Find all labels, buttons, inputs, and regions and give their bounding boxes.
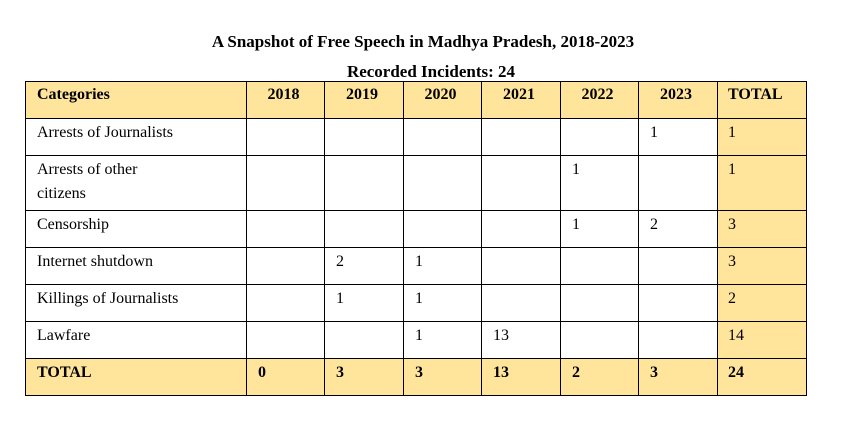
cell-2020 — [404, 119, 482, 156]
cell-2018 — [247, 119, 325, 156]
cell-2018 — [247, 322, 325, 359]
cell-2019 — [325, 119, 404, 156]
cell-2023 — [639, 248, 718, 285]
column-header-categories: Categories — [26, 82, 247, 119]
column-header-2022: 2022 — [561, 82, 639, 119]
total-2018: 0 — [247, 359, 325, 396]
row-category: Lawfare — [26, 322, 247, 359]
cell-2022 — [561, 285, 639, 322]
cell-2020: 1 — [404, 322, 482, 359]
table-row — [26, 211, 807, 248]
cell-2020 — [404, 156, 482, 211]
cell-2022 — [561, 322, 639, 359]
column-header-2019: 2019 — [325, 82, 404, 119]
cell-2019: 1 — [325, 285, 404, 322]
column-header-2018: 2018 — [247, 82, 325, 119]
row-total: 14 — [718, 322, 807, 359]
total-2020: 3 — [404, 359, 482, 396]
total-2022: 2 — [561, 359, 639, 396]
total-2023: 3 — [639, 359, 718, 396]
cell-2018 — [247, 156, 325, 211]
table-row — [26, 285, 807, 322]
row-total: 2 — [718, 285, 807, 322]
cell-2018 — [247, 211, 325, 248]
row-category: Internet shutdown — [26, 248, 247, 285]
cell-2020 — [404, 211, 482, 248]
table-header-row — [26, 82, 807, 119]
cell-2019 — [325, 156, 404, 211]
column-header-2023: 2023 — [639, 82, 718, 119]
cell-2021 — [482, 211, 561, 248]
cell-2022: 1 — [561, 156, 639, 211]
table-row — [26, 322, 807, 359]
cell-2023 — [639, 285, 718, 322]
cell-2023 — [639, 156, 718, 211]
table-row — [26, 248, 807, 285]
cell-2018 — [247, 248, 325, 285]
cell-2021 — [482, 285, 561, 322]
cell-2019 — [325, 211, 404, 248]
row-total: 3 — [718, 211, 807, 248]
cell-2019: 2 — [325, 248, 404, 285]
cell-2021 — [482, 248, 561, 285]
cell-2020: 1 — [404, 285, 482, 322]
table-row — [26, 156, 807, 211]
column-header-2021: 2021 — [482, 82, 561, 119]
cell-2022 — [561, 248, 639, 285]
total-2019: 3 — [325, 359, 404, 396]
cell-2022: 1 — [561, 211, 639, 248]
row-category: Censorship — [26, 211, 247, 248]
row-total: 1 — [718, 156, 807, 211]
cell-2023: 2 — [639, 211, 718, 248]
cell-2023: 1 — [639, 119, 718, 156]
document-subtitle: Recorded Incidents: 24 — [346, 62, 516, 81]
total-2021: 13 — [482, 359, 561, 396]
table-total-row — [26, 359, 807, 396]
column-header-total: TOTAL — [718, 82, 807, 119]
cell-2022 — [561, 119, 639, 156]
cell-2018 — [247, 285, 325, 322]
total-label: TOTAL — [26, 359, 247, 396]
cell-2021 — [482, 156, 561, 211]
row-total: 1 — [718, 119, 807, 156]
grand-total: 24 — [718, 359, 807, 396]
incidents-table — [25, 81, 807, 396]
row-category: Arrests of Journalists — [26, 119, 247, 156]
row-category: Killings of Journalists — [26, 285, 247, 322]
document-title: A Snapshot of Free Speech in Madhya Pradesh, 2018-2023 — [211, 32, 635, 51]
cell-2021: 13 — [482, 322, 561, 359]
cell-2021 — [482, 119, 561, 156]
table-row — [26, 119, 807, 156]
cell-2019 — [325, 322, 404, 359]
cell-2020: 1 — [404, 248, 482, 285]
cell-2023 — [639, 322, 718, 359]
row-total: 3 — [718, 248, 807, 285]
row-category: Arrests of other citizens — [26, 156, 247, 211]
column-header-2020: 2020 — [404, 82, 482, 119]
